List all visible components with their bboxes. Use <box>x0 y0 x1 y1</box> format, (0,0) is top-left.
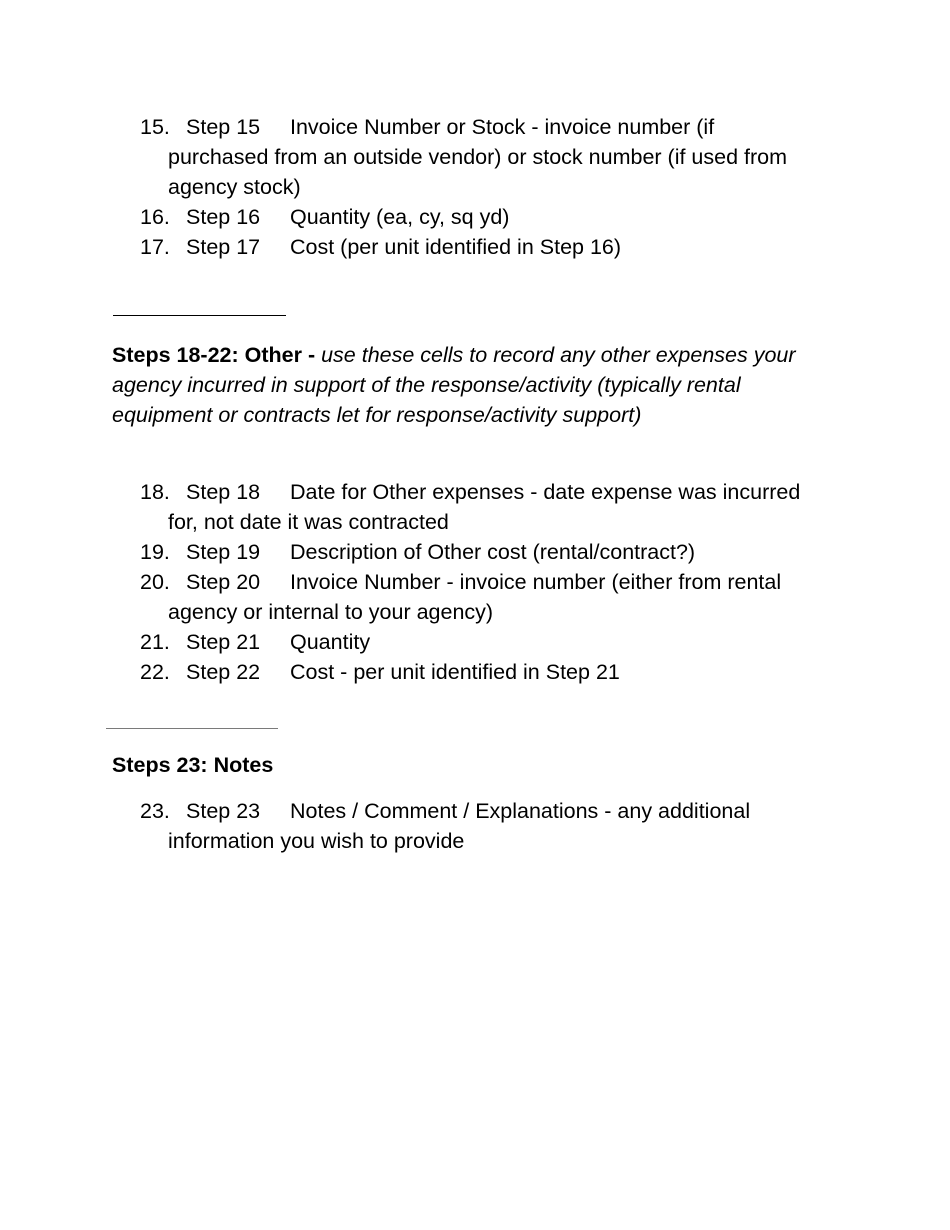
step-description: Description of Other cost (rental/contract?) <box>290 540 696 564</box>
step-item <box>140 202 840 232</box>
other-description-line: equipment or contracts let for response/activity support) <box>112 403 642 427</box>
step-number: 22. <box>140 660 170 684</box>
step-description: agency or internal to your agency) <box>168 600 494 624</box>
step-first-line <box>186 796 840 826</box>
step-description: Date for Other expenses - date expense was incurred <box>290 480 801 504</box>
section-divider <box>113 315 286 316</box>
step-description: Cost - per unit identified in Step 21 <box>290 660 620 684</box>
step-first-line <box>186 477 840 507</box>
step-description: Invoice Number - invoice number (either from rental <box>290 570 782 594</box>
step-number: 20. <box>140 570 170 594</box>
step-continuation-line <box>168 142 840 172</box>
step-label: Step 20 <box>186 570 261 594</box>
step-continuation-line <box>168 172 840 202</box>
step-item <box>140 796 840 856</box>
step-number: 23. <box>140 799 170 823</box>
step-item <box>140 477 840 537</box>
step-description: Notes / Comment / Explanations - any additional <box>290 799 751 823</box>
steps-list-18-22 <box>140 477 840 687</box>
step-description: Quantity <box>290 630 371 654</box>
step-item <box>140 232 840 262</box>
step-continuation-line <box>168 826 840 856</box>
step-item <box>140 112 840 202</box>
step-number: 18. <box>140 480 170 504</box>
step-label: Step 19 <box>186 540 261 564</box>
section-divider <box>106 728 278 729</box>
step-first-line <box>186 657 840 687</box>
step-item <box>140 567 840 627</box>
step-first-line <box>186 627 840 657</box>
step-description: Invoice Number or Stock - invoice number (if <box>290 115 715 139</box>
step-number: 15. <box>140 115 170 139</box>
step-description: Cost (per unit identified in Step 16) <box>290 235 622 259</box>
step-label: Step 16 <box>186 205 261 229</box>
step-description: Quantity (ea, cy, sq yd) <box>290 205 510 229</box>
step-first-line <box>186 232 840 262</box>
step-label: Step 23 <box>186 799 261 823</box>
notes-section-title: Steps 23: Notes <box>112 753 274 777</box>
step-item <box>140 627 840 657</box>
step-first-line <box>186 537 840 567</box>
notes-section-heading <box>112 750 852 780</box>
step-first-line <box>186 567 840 597</box>
step-description: agency stock) <box>168 175 301 199</box>
step-label: Step 17 <box>186 235 261 259</box>
step-description: for, not date it was contracted <box>168 510 449 534</box>
step-first-line <box>186 202 840 232</box>
other-section-heading <box>112 340 852 430</box>
step-number: 21. <box>140 630 170 654</box>
step-continuation-line <box>168 597 840 627</box>
step-item <box>140 537 840 567</box>
other-description-line: agency incurred in support of the response/activity (typically rental <box>112 373 741 397</box>
step-number: 17. <box>140 235 170 259</box>
step-label: Step 18 <box>186 480 261 504</box>
step-label: Step 22 <box>186 660 261 684</box>
other-description-line: use these cells to record any other expenses your <box>321 343 796 367</box>
step-item <box>140 657 840 687</box>
step-label: Step 15 <box>186 115 261 139</box>
other-section-title: Steps 18-22: Other - <box>112 343 322 367</box>
steps-list-15-17 <box>140 112 840 262</box>
step-number: 16. <box>140 205 170 229</box>
step-continuation-line <box>168 507 840 537</box>
step-label: Step 21 <box>186 630 261 654</box>
step-description: purchased from an outside vendor) or stock number (if used from <box>168 145 788 169</box>
step-number: 19. <box>140 540 170 564</box>
steps-list-23 <box>140 796 840 856</box>
step-description: information you wish to provide <box>168 829 465 853</box>
step-first-line <box>186 112 840 142</box>
